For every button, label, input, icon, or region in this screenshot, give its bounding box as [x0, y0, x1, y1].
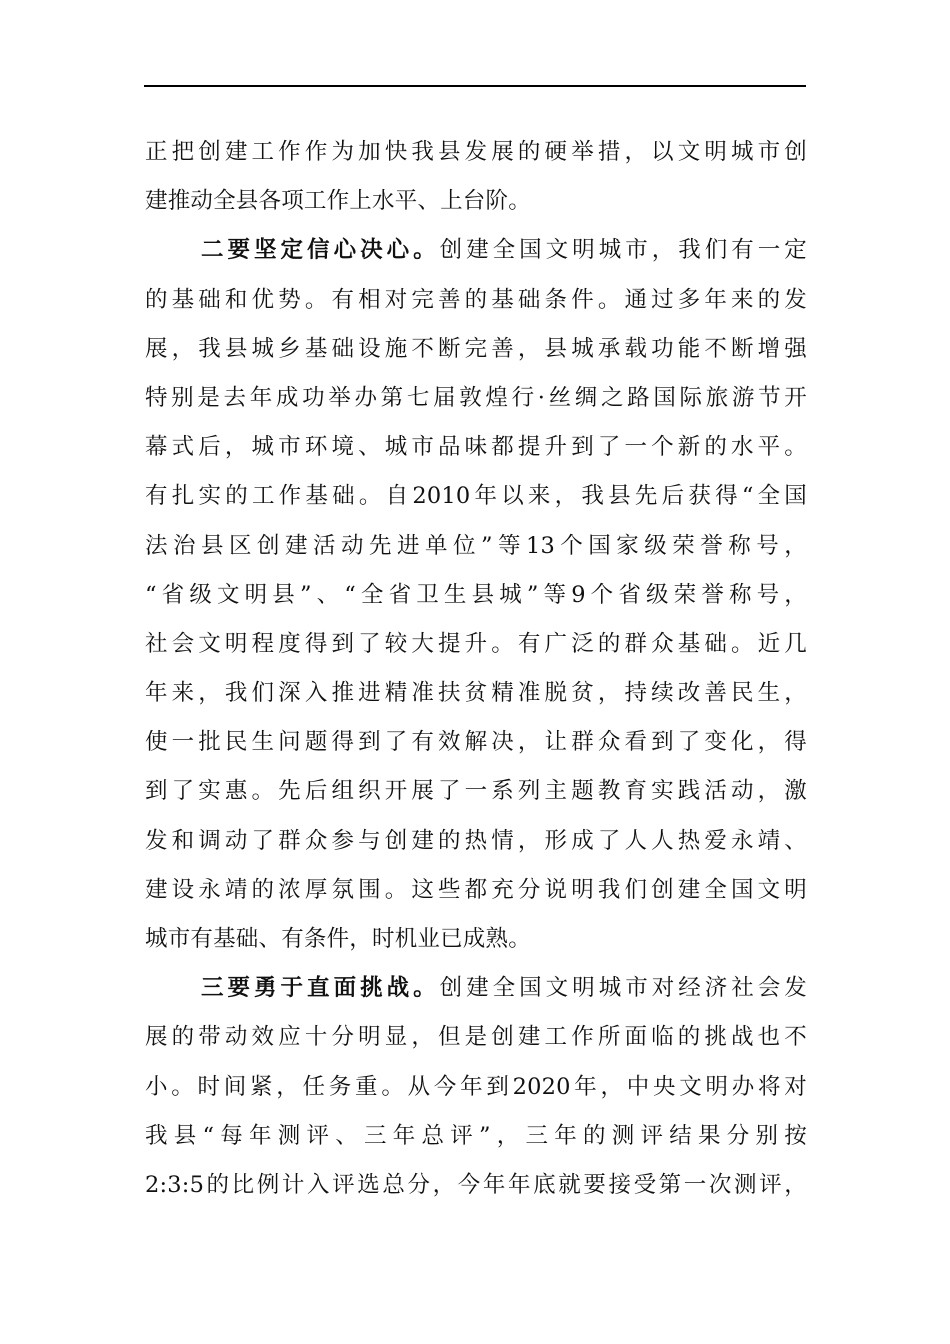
line-text: 社会文明程度得到了较大提升。有广泛的群众基础。近几: [145, 630, 807, 657]
paragraph-line: [145, 423, 807, 472]
line-text: 特别是去年成功举办第七届敦煌行·丝绸之路国际旅游节开: [145, 384, 807, 411]
line-text: 正把创建工作作为加快我县发展的硬举措，以文明城市创: [145, 139, 807, 165]
paragraph-line: [145, 767, 807, 816]
section-heading-line: [145, 964, 807, 1013]
paragraph-line: [145, 669, 807, 718]
line-text: 我县“每年测评、三年总评”，三年的测评结果分别按: [145, 1122, 807, 1149]
line-text: 展，我县城乡基础设施不断完善，县城承载功能不断增强: [145, 335, 807, 362]
section-lead: 三要勇于直面挑战。: [201, 975, 440, 1002]
paragraph-line: [145, 276, 807, 325]
line-text: 创建全国文明城市，我们有一定: [439, 237, 807, 264]
section-heading-line: [145, 226, 807, 275]
paragraph-line: [145, 571, 807, 620]
header-rule: [144, 85, 806, 87]
paragraph-line: [145, 374, 807, 423]
line-text: 幕式后，城市环境、城市品味都提升到了一个新的水平。: [145, 434, 807, 461]
paragraph-line: [145, 128, 807, 177]
paragraph-line: [145, 472, 807, 521]
line-text: 有扎实的工作基础。自2010年以来，我县先后获得“全国: [145, 483, 807, 510]
paragraph-line: [145, 177, 807, 226]
line-text: 2:3:5的比例计入评选总分，今年年底就要接受第一次测评，: [145, 1171, 807, 1198]
paragraph-line: [145, 620, 807, 669]
line-text: 法治县区创建活动先进单位”等13个国家级荣誉称号，: [145, 532, 807, 559]
paragraph-line: [145, 718, 807, 767]
line-text: 展的带动效应十分明显，但是创建工作所面临的挑战也不: [145, 1024, 807, 1051]
document-body: [145, 128, 807, 1210]
paragraph-line: [145, 325, 807, 374]
paragraph-line: [145, 1013, 807, 1062]
paragraph-line: [145, 866, 807, 915]
line-text: 的基础和优势。有相对完善的基础条件。通过多年来的发: [145, 286, 807, 313]
paragraph-line: [145, 1161, 807, 1210]
paragraph-line: [145, 1112, 807, 1161]
section-lead: 二要坚定信心决心。: [201, 237, 440, 264]
line-text: 到了实惠。先后组织开展了一系列主题教育实践活动，激: [145, 778, 807, 805]
line-text: 建设永靖的浓厚氛围。这些都充分说明我们创建全国文明: [145, 876, 807, 903]
line-text: 创建全国文明城市对经济社会发: [439, 975, 807, 1002]
line-text: 发和调动了群众参与创建的热情，形成了人人热爱永靖、: [145, 827, 807, 854]
paragraph-line: [145, 1063, 807, 1112]
paragraph-line: [145, 817, 807, 866]
paragraph-line: [145, 915, 807, 964]
paragraph-line: [145, 522, 807, 571]
line-text: 小。时间紧，任务重。从今年到2020年，中央文明办将对: [145, 1073, 807, 1100]
line-text: 年来，我们深入推进精准扶贫精准脱贫，持续改善民生，: [145, 680, 807, 707]
line-text: 城市有基础、有条件，时机业已成熟。: [145, 926, 531, 952]
line-text: “省级文明县”、“全省卫生县城”等9个省级荣誉称号，: [145, 581, 807, 608]
line-text: 建推动全县各项工作上水平、上台阶。: [145, 188, 531, 215]
line-text: 使一批民生问题得到了有效解决，让群众看到了变化，得: [145, 729, 807, 756]
